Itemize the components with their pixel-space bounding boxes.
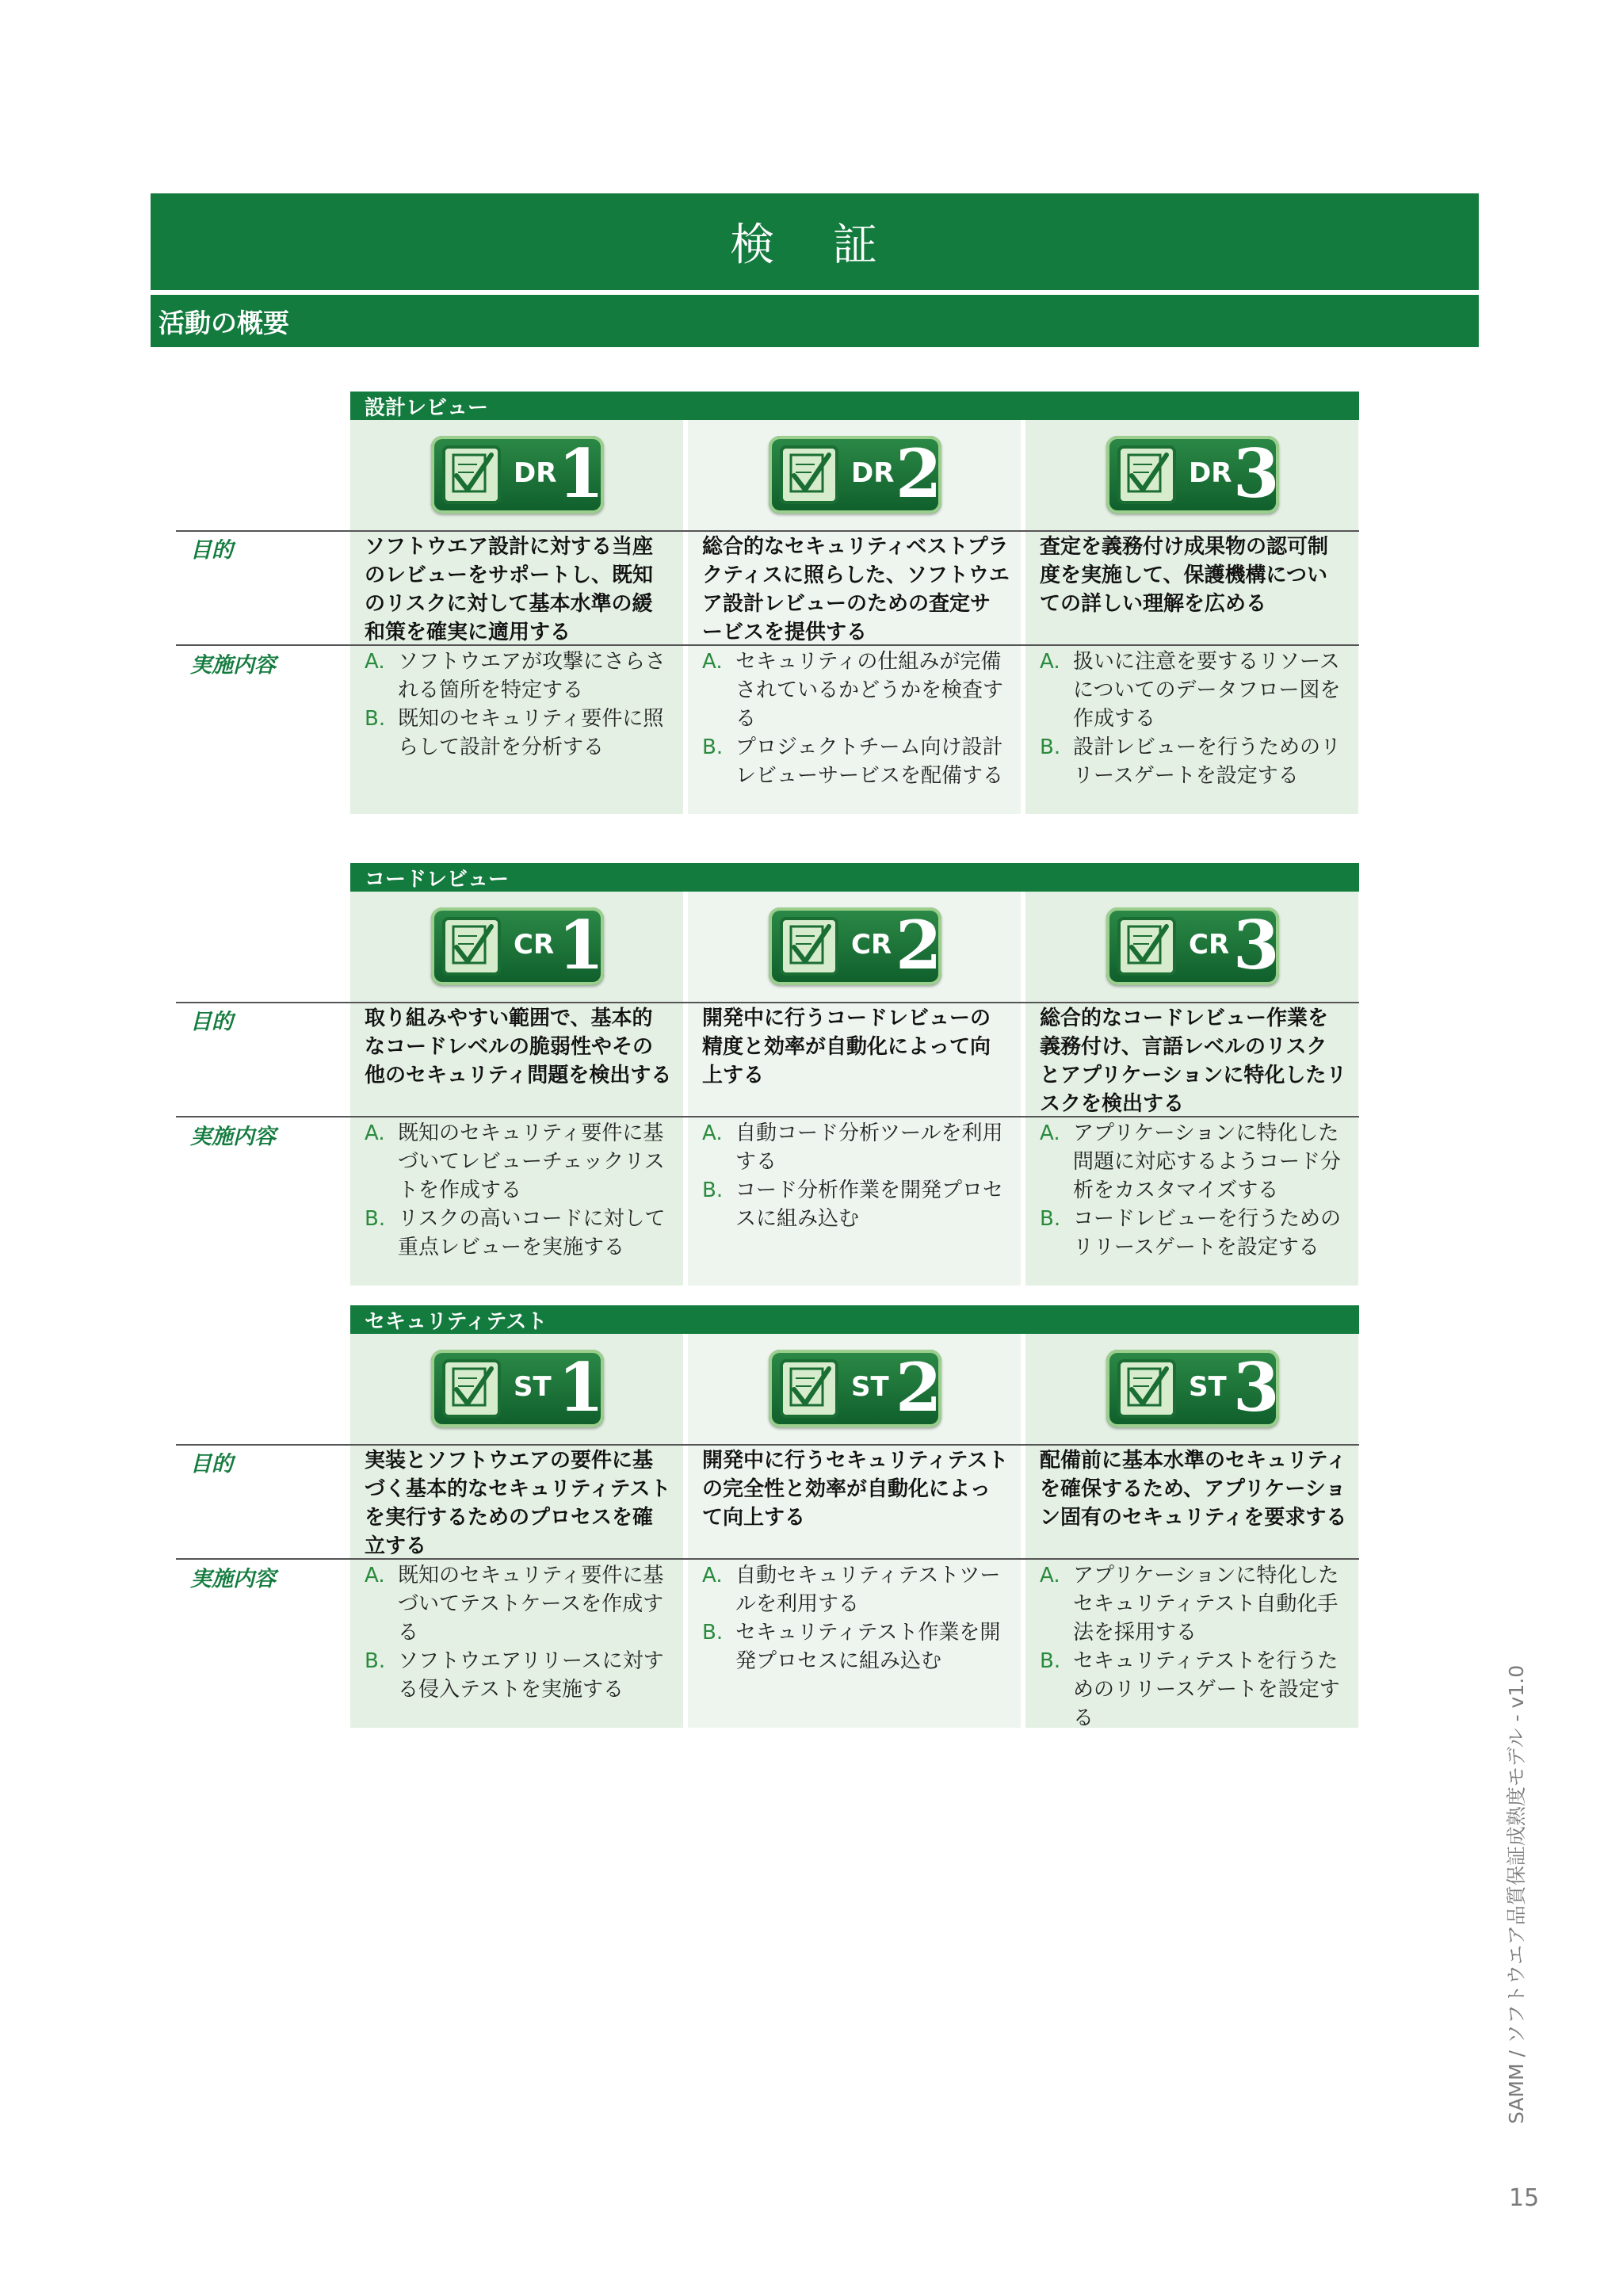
- badge-level-number: 1: [558, 906, 605, 984]
- activities-list: [702, 1561, 1010, 1675]
- section-1: [0, 392, 1623, 819]
- level-badge: [431, 1350, 604, 1427]
- activity-item: [702, 1561, 1010, 1618]
- page-number: 15: [1509, 2184, 1540, 2212]
- badge-level-number: 2: [896, 1348, 942, 1427]
- activity-text: セキュリティテスト作業を開発プロセスに組み込む: [735, 1621, 1001, 1673]
- activity-text: 自動セキュリティテストツールを利用する: [735, 1564, 1001, 1616]
- activity-text: セキュリティの仕組みが完備されているかどうかを検査する: [735, 650, 1004, 731]
- activity-key: B.: [365, 1649, 386, 1673]
- section-header: セキュリティテスト: [350, 1305, 1359, 1334]
- objective-text: 総合的なコードレビュー作業を義務付け、言語レベルのリスクとアプリケーションに特化したリスクを検出する: [1040, 1007, 1347, 1116]
- activity-key: A.: [1040, 1564, 1060, 1587]
- badge-abbr: ST: [1189, 1371, 1227, 1403]
- activity-key: B.: [702, 1179, 724, 1202]
- section-3: [0, 1305, 1623, 1733]
- objective-text: 総合的なセキュリティベストプラクティスに照らした、ソフトウエア設計レビューのための査定サービスを提供する: [702, 535, 1010, 644]
- activity-key: A.: [1040, 1121, 1060, 1145]
- checkmark-icon: [1117, 445, 1176, 504]
- activity-key: A.: [702, 1564, 723, 1587]
- activity-item: [1040, 1561, 1347, 1647]
- objective-text: 査定を義務付け成果物の認可制度を実施して、保護機構についての詳しい理解を広める: [1040, 535, 1329, 616]
- activity-key: B.: [702, 735, 724, 759]
- activity-text: 扱いに注意を要するリソースについてのデータフロー図を作成する: [1073, 650, 1341, 731]
- activity-item: [365, 648, 672, 705]
- activity-key: A.: [1040, 650, 1060, 674]
- activity-item: [365, 1647, 672, 1704]
- objective-label: 目的: [190, 538, 233, 563]
- activity-text: 設計レビューを行うためのリリースゲートを設定する: [1073, 735, 1342, 788]
- badge-level-number: 1: [558, 434, 605, 513]
- badge-level-number: 3: [1233, 906, 1280, 984]
- row-divider: [176, 1116, 1359, 1117]
- activity-text: 既知のセキュリティ要件に基づいてテストケースを作成する: [398, 1564, 664, 1645]
- level-badge: [1106, 436, 1279, 514]
- checkmark-icon: [442, 445, 501, 504]
- overview-heading: 活動の概要: [151, 295, 1479, 347]
- badge-abbr: ST: [851, 1371, 889, 1403]
- badge-level-number: 1: [558, 1348, 605, 1427]
- activity-key: B.: [1040, 1207, 1061, 1231]
- activity-item: [1040, 648, 1347, 733]
- activity-item: [1040, 1647, 1347, 1733]
- activity-item: [1040, 1205, 1347, 1262]
- level-badge: [769, 907, 941, 985]
- badge-abbr: CR: [1189, 929, 1230, 961]
- activities-list: [1040, 1119, 1347, 1262]
- activity-item: [702, 1618, 1010, 1675]
- activity-text: アプリケーションに特化したセキュリティテスト自動化手法を採用する: [1073, 1564, 1339, 1645]
- row-divider: [176, 1558, 1359, 1560]
- activity-key: A.: [365, 1564, 385, 1587]
- activity-text: ソフトウエアが攻撃にさらされる箇所を特定する: [398, 650, 666, 702]
- document-title-vertical: SAMM / ソフトウエア品質保証成熟度モデル - v1.0: [1505, 1664, 1528, 2124]
- activity-text: リスクの高いコードに対して重点レビューを実施する: [398, 1207, 666, 1259]
- activity-text: 既知のセキュリティ要件に基づいてレビューチェックリストを作成する: [398, 1121, 665, 1202]
- activity-item: [702, 1176, 1010, 1233]
- badge-abbr: CR: [851, 929, 892, 961]
- badge-level-number: 3: [1233, 1348, 1280, 1427]
- checkmark-icon: [442, 1359, 501, 1418]
- activity-item: [365, 1205, 672, 1262]
- checkmark-icon: [442, 917, 501, 976]
- section-header: コードレビュー: [350, 863, 1359, 892]
- badge-abbr: DR: [1189, 457, 1232, 489]
- activity-key: B.: [1040, 735, 1061, 759]
- objective-label: 目的: [190, 1010, 233, 1034]
- activity-key: B.: [1040, 1649, 1061, 1673]
- activities-list: [1040, 1561, 1347, 1733]
- activity-text: セキュリティテストを行うためのリリースゲートを設定する: [1073, 1649, 1340, 1730]
- level-badge: [769, 1350, 941, 1427]
- section-2: [0, 863, 1623, 1291]
- activity-key: A.: [702, 650, 723, 674]
- activities-label: 実施内容: [190, 1567, 276, 1591]
- activity-text: プロジェクトチーム向け設計レビューサービスを配備する: [735, 735, 1004, 788]
- activity-item: [1040, 733, 1347, 790]
- activity-text: コード分析作業を開発プロセスに組み込む: [735, 1179, 1004, 1231]
- objective-text: 開発中に行うセキュリティテストの完全性と効率が自動化によって向上する: [702, 1449, 1009, 1530]
- badge-abbr: ST: [514, 1371, 552, 1403]
- activity-item: [365, 1561, 672, 1647]
- activity-item: [702, 1119, 1010, 1176]
- activities-list: [702, 648, 1010, 790]
- objective-text: 取り組みやすい範囲で、基本的なコードレベルの脆弱性やその他のセキュリティ問題を検出する: [365, 1007, 672, 1087]
- activity-text: 既知のセキュリティ要件に照らして設計を分析する: [398, 707, 664, 759]
- activities-list: [702, 1119, 1010, 1233]
- activity-key: A.: [702, 1121, 723, 1145]
- activity-item: [1040, 1119, 1347, 1205]
- checkmark-icon: [780, 1359, 838, 1418]
- badge-level-number: 2: [896, 434, 942, 513]
- level-badge: [431, 436, 604, 514]
- level-badge: [769, 436, 941, 514]
- objective-text: 実装とソフトウエアの要件に基づく基本的なセキュリティテストを実行するためのプロセスを確立する: [365, 1449, 671, 1558]
- activities-list: [1040, 648, 1347, 790]
- activity-key: B.: [365, 707, 386, 731]
- activities-list: [365, 1119, 672, 1262]
- activity-item: [365, 1119, 672, 1205]
- activities-list: [365, 648, 672, 762]
- level-badge: [1106, 1350, 1279, 1427]
- activity-key: B.: [365, 1207, 386, 1231]
- activity-key: A.: [365, 1121, 385, 1145]
- activities-label: 実施内容: [190, 653, 276, 678]
- activities-list: [365, 1561, 672, 1704]
- row-divider: [176, 644, 1359, 646]
- row-divider: [176, 530, 1359, 532]
- page-title: 検 証: [151, 193, 1479, 290]
- activity-key: A.: [365, 650, 385, 674]
- level-badge: [431, 907, 604, 985]
- activities-label: 実施内容: [190, 1125, 276, 1149]
- badge-level-number: 2: [896, 906, 942, 984]
- activity-key: B.: [702, 1621, 724, 1645]
- activity-item: [702, 648, 1010, 733]
- checkmark-icon: [780, 445, 838, 504]
- badge-abbr: CR: [514, 929, 555, 961]
- row-divider: [176, 1002, 1359, 1003]
- objective-text: ソフトウエア設計に対する当座のレビューをサポートし、既知のリスクに対して基本水準の緩和策を確実に適用する: [365, 535, 654, 644]
- activity-item: [365, 705, 672, 762]
- activity-item: [702, 733, 1010, 790]
- level-badge: [1106, 907, 1279, 985]
- activity-text: 自動コード分析ツールを利用する: [735, 1121, 1003, 1174]
- badge-abbr: DR: [514, 457, 557, 489]
- activity-text: アプリケーションに特化した問題に対応するようコード分析をカスタマイズする: [1073, 1121, 1342, 1202]
- row-divider: [176, 1444, 1359, 1446]
- badge-level-number: 3: [1233, 434, 1280, 513]
- badge-abbr: DR: [851, 457, 895, 489]
- section-header: 設計レビュー: [350, 392, 1359, 420]
- activity-text: ソフトウエアリリースに対する侵入テストを実施する: [398, 1649, 664, 1702]
- checkmark-icon: [780, 917, 838, 976]
- activity-text: コードレビューを行うためのリリースゲートを設定する: [1073, 1207, 1342, 1259]
- objective-text: 開発中に行うコードレビューの精度と効率が自動化によって向上する: [702, 1007, 991, 1087]
- objective-label: 目的: [190, 1452, 233, 1477]
- checkmark-icon: [1117, 1359, 1176, 1418]
- checkmark-icon: [1117, 917, 1176, 976]
- objective-text: 配備前に基本水準のセキュリティを確保するため、アプリケーション固有のセキュリティを要求する: [1040, 1449, 1347, 1530]
